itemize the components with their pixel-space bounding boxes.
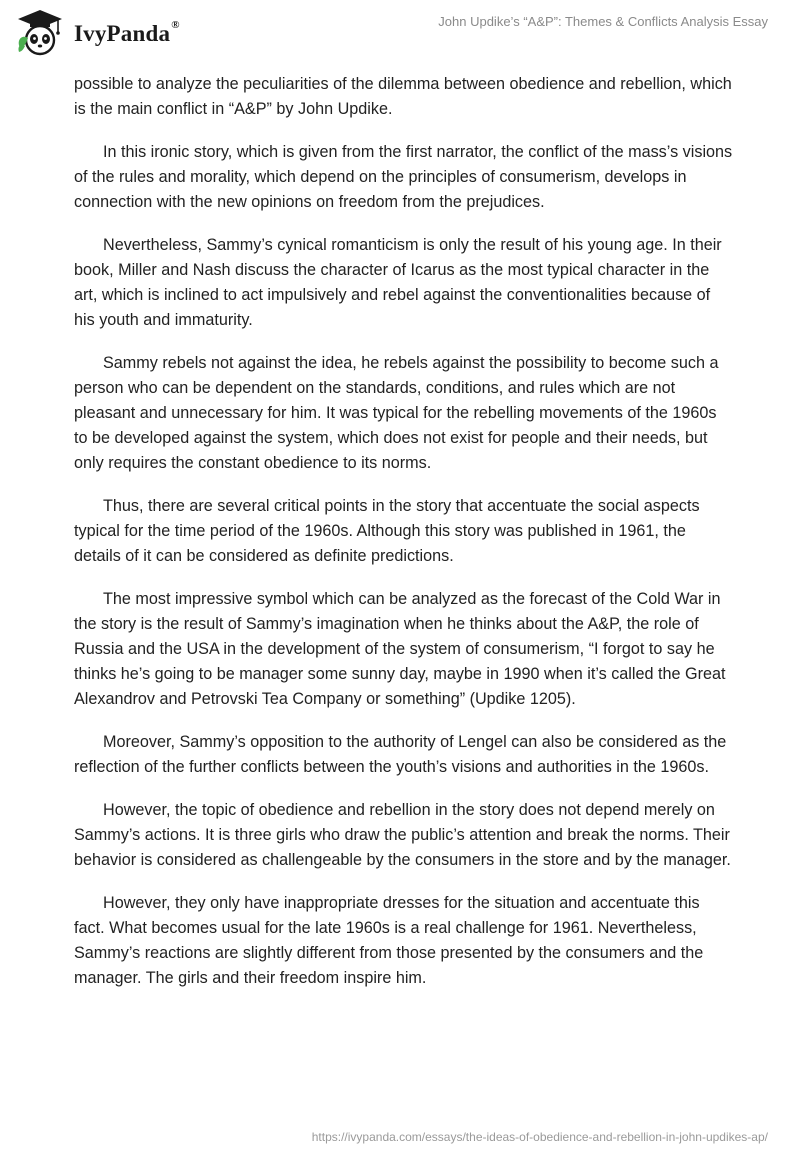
panda-logo-icon — [14, 8, 66, 58]
registered-mark: ® — [171, 19, 180, 31]
logo[interactable] — [14, 8, 180, 58]
essay-body — [74, 72, 734, 1009]
paragraph: Moreover, Sammy’s opposition to the authority of Lengel can also be considered as the reflection of the further conflicts between the youth’s visions and authorities in the 1960s. — [74, 733, 727, 776]
paragraph: Sammy rebels not against the idea, he rebels against the possibility to become such a person who can be dependent on the standards, conditions, and rules which are not pleasant and unnecessary for him. It was typical for the rebelling movements of the 1960s to be developed against the system, which does not exist for people and their needs, but only requires the constant obedience to its norms. — [74, 354, 719, 472]
source-url[interactable]: https://ivypanda.com/essays/the-ideas-of-obedience-and-rebellion-in-john-updikes-ap/ — [311, 1130, 768, 1144]
paragraph: The most impressive symbol which can be analyzed as the forecast of the Cold War in the story is the result of Sammy’s imagination when he thinks about the A&P, the role of Russia and the USA in the development of the system of consumerism, “I forgot to say he thinks he’s going to be manager some sunny day, maybe in 1990 when it’s called the Great Alexandrov and Petrovski Tea Company or something” (Updike 1205). — [74, 590, 726, 708]
paragraph: However, they only have inappropriate dresses for the situation and accentuate this fact. What becomes usual for the late 1960s is a real challenge for 1961. Nevertheless, Sammy’s reactions are slightly different from those presented by the consumers and the manager. The girls and their freedom inspire him. — [74, 894, 704, 987]
paragraph: Thus, there are several critical points in the story that accentuate the social aspects typical for the time period of the 1960s. Although this story was published in 1961, the details of it can be considered as definite predictions. — [74, 497, 700, 565]
logo-text: IvyPanda® — [74, 19, 180, 46]
paragraph: possible to analyze the peculiarities of the dilemma between obedience and rebellion, which is the main conflict in “A&P” by John Updike. — [74, 75, 732, 118]
document-title: John Updike’s “A&P”: Themes & Conflicts Analysis Essay — [438, 14, 768, 29]
paragraph: In this ironic story, which is given from the first narrator, the conflict of the mass’s visions of the rules and morality, which depend on the principles of consumerism, develops in connection with the new opinions on freedom from the prejudices. — [74, 143, 733, 211]
paragraph: However, the topic of obedience and rebellion in the story does not depend merely on Sammy’s actions. It is three girls who draw the public’s attention and break the norms. Their behavior is considered as challengeable by the consumers in the store and by the manager. — [74, 801, 731, 869]
paragraph: Nevertheless, Sammy’s cynical romanticism is only the result of his young age. In their book, Miller and Nash discuss the character of Icarus as the most typical character in the art, which is inclined to act impulsively and rebel against the conventionalities because of his youth and immaturity. — [74, 236, 722, 329]
page-header — [0, 0, 800, 70]
